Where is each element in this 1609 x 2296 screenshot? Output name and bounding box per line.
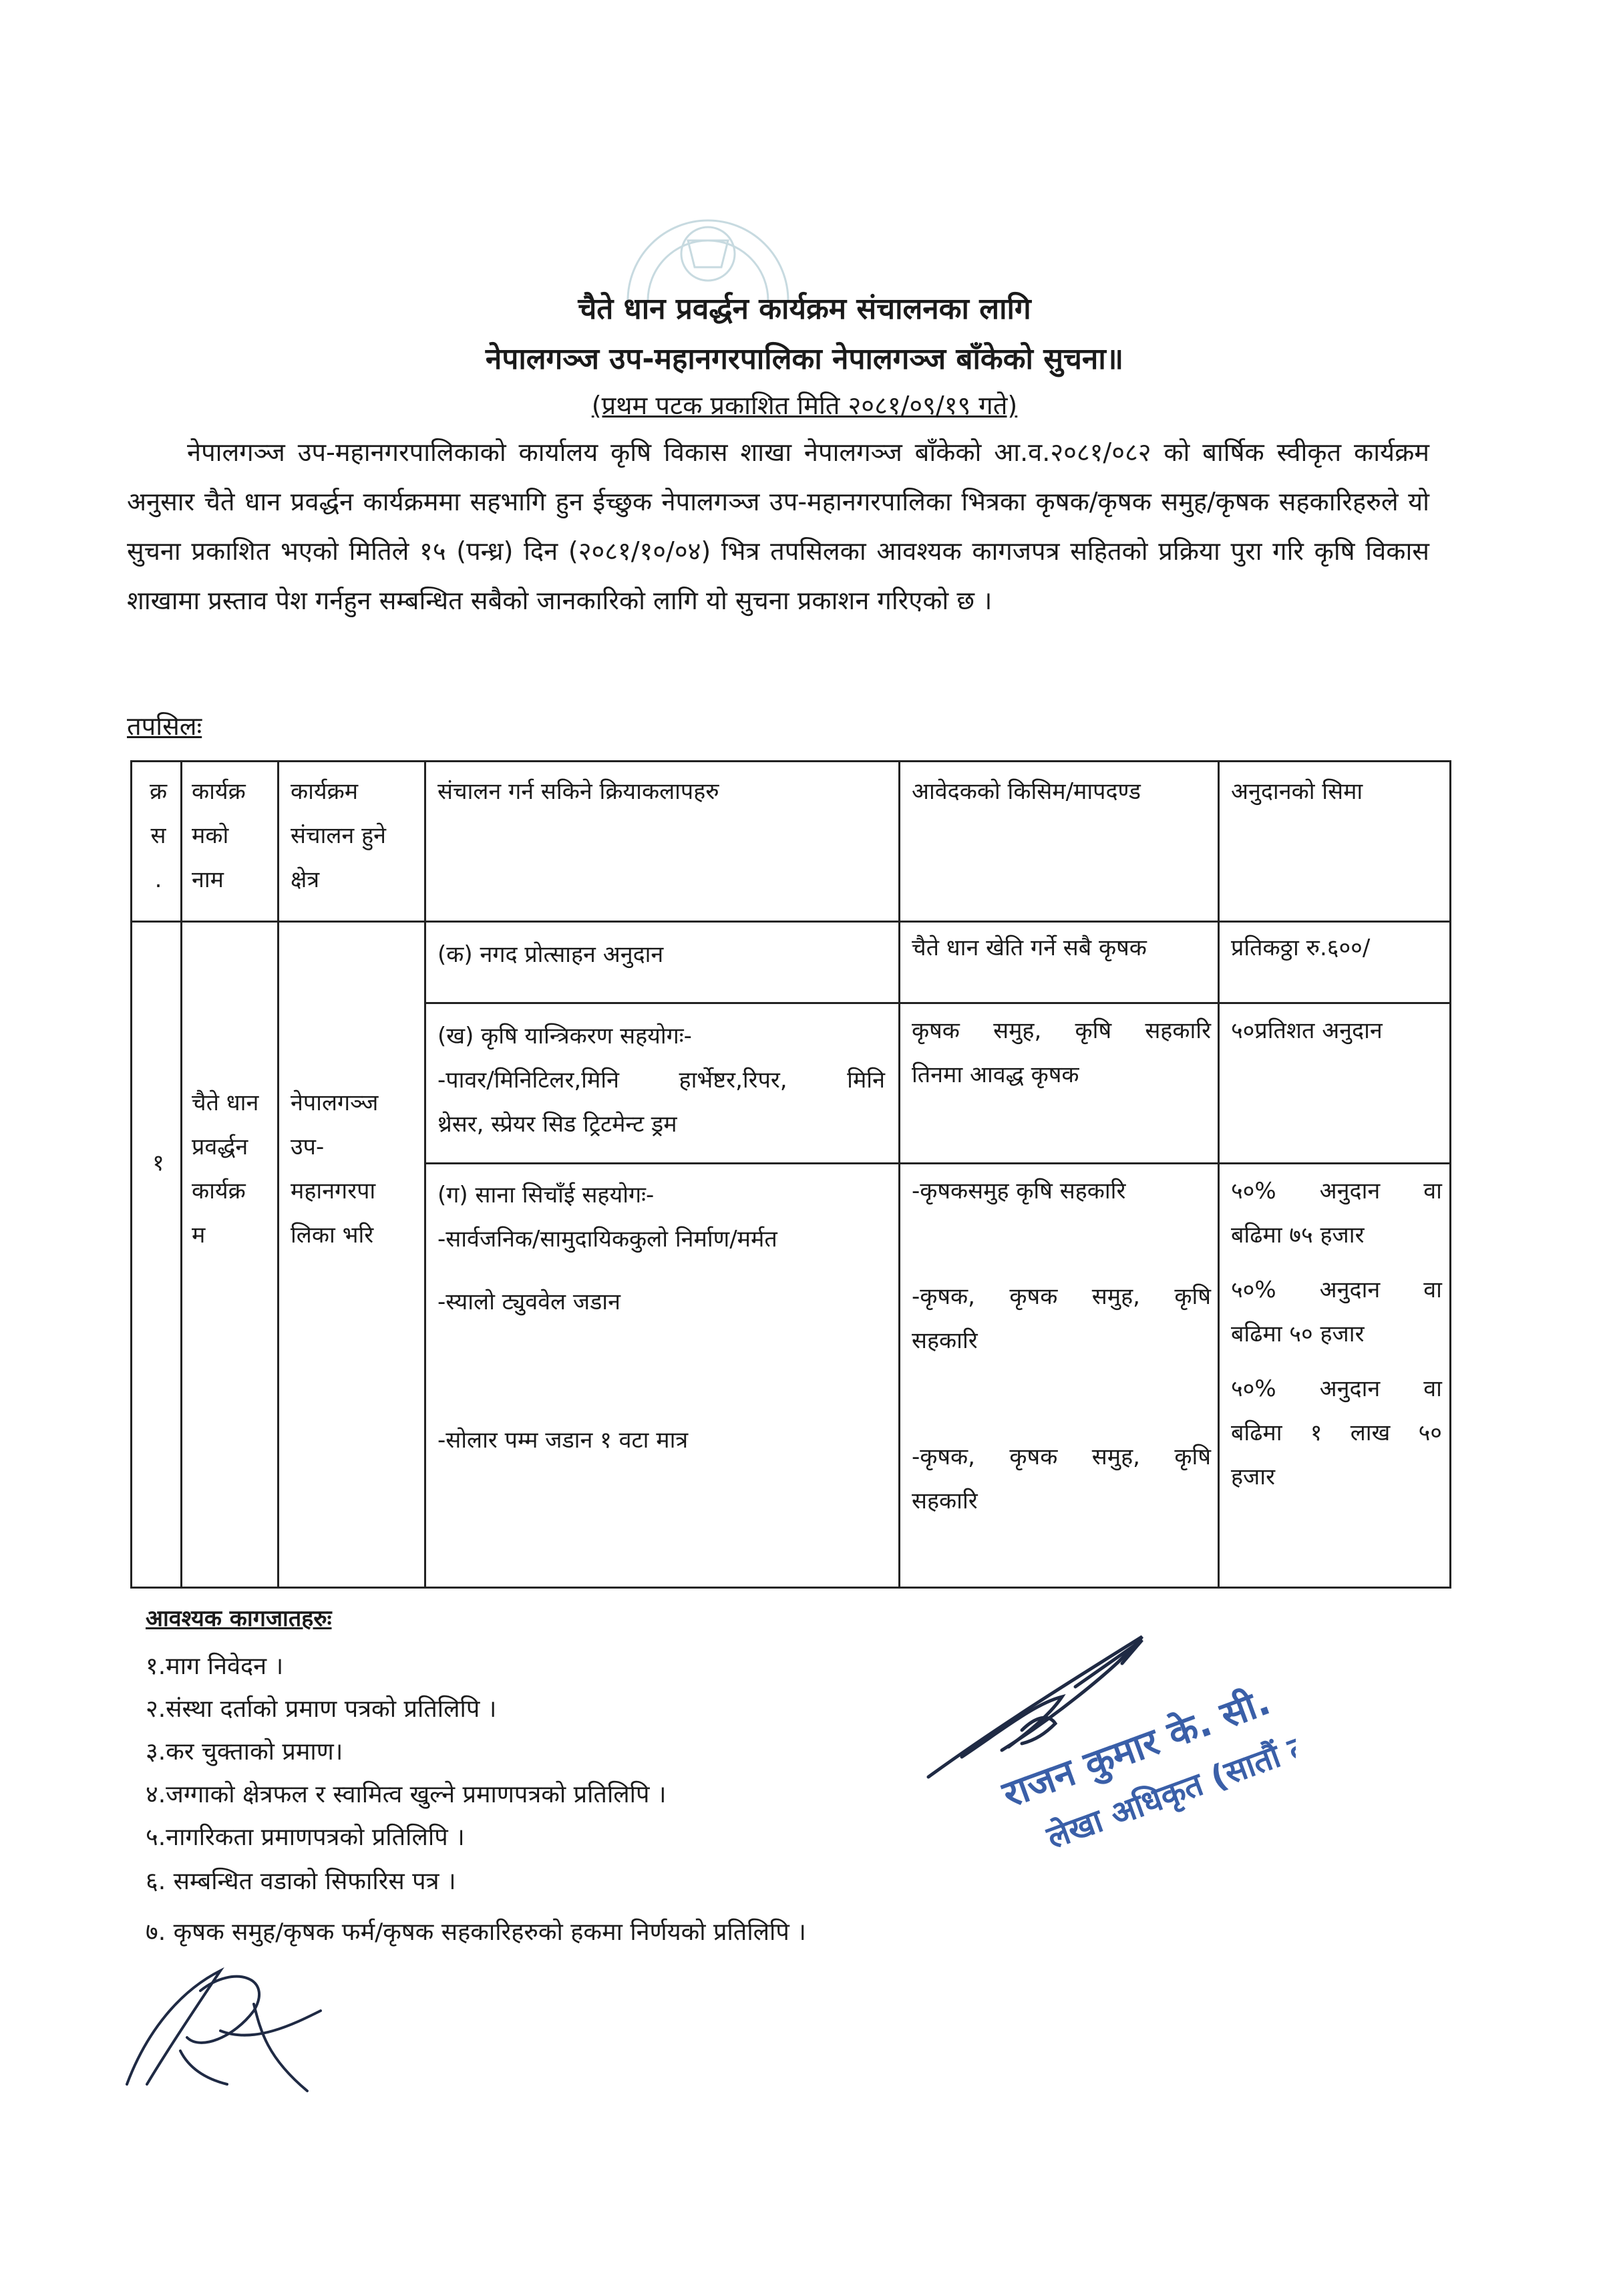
row-program-3: कार्यक्र [192,1178,246,1204]
document-item: ४.जग्गाको क्षेत्रफल र स्वामित्व खुल्ने प्रमाणपत्रको प्रतिलिपि । [146,1781,667,1808]
row-program-1: चैते धान [192,1090,259,1116]
notice-title-line1: चैते धान प्रवर्द्धन कार्यक्रम संचालनका लागि [578,292,1031,326]
header-program-3: नाम [192,866,224,893]
row-b-activity-3: थ्रेसर, स्प्रेयर सिड ट्रिटमेन्ट ड्रम [437,1111,677,1138]
row-c-applicant-3 [912,1435,1211,1523]
documents-heading: आवश्यक कागजातहरुः [146,1605,332,1632]
row-c-activity-3: -स्यालो ट्युववेल जडान [437,1289,620,1315]
row-c-limit-3 [1231,1367,1442,1499]
row-c-limit-1a: ५०% अनुदान वा [1231,1178,1442,1204]
header-area-1: कार्यक्रम [291,778,359,805]
row-c-activity-2: -सार्वजनिक/सामुदायिककुलो निर्माण/मर्मत [437,1226,777,1253]
header-area-2: संचालन हुने [291,822,387,849]
header-limit: अनुदानको सिमा [1231,778,1363,805]
header-sn-1: क्र [149,778,168,805]
header-area-3: क्षेत्र [291,866,320,893]
row-c-applicant-2b: सहकारि [912,1327,978,1354]
program-table [130,760,1451,1589]
row-b-activity [437,1014,885,1146]
row-program-2: प्रवर्द्धन [192,1134,248,1160]
row-area-1: नेपालगञ्ज [291,1090,379,1116]
document-item: ३.कर चुक्ताको प्रमाण। [146,1738,343,1766]
document-item: ५.नागरिकता प्रमाणपत्रको प्रतिलिपि । [146,1824,465,1851]
row-area-3: महानगरपा [291,1178,376,1204]
row-a-limit: प्रतिकठ्ठा रु.६००/ [1231,935,1371,961]
document-item: ६. सम्बन्धित वडाको सिफारिस पत्र । [146,1868,456,1895]
document-item: १.माग निवेदन । [146,1653,284,1680]
row-program [192,1081,275,1257]
row-b-applicant [912,1009,1211,1097]
row-b-applicant-1: कृषक समुह, कृषि सहकारि [912,1017,1211,1044]
row-b-activity-2: -पावर/मिनिटिलर,मिनि हार्भेष्टर,रिपर, मिनि [437,1067,885,1094]
header-sn-2: स [150,822,166,849]
row-c-applicant-2a: -कृषक, कृषक समुह, कृषि [912,1283,1211,1310]
row-c-limit-3b: बढिमा १ लाख ५० [1231,1420,1442,1446]
publish-date-text: (प्रथम पटक प्रकाशित मिति २०८१/०९/१९ गते) [591,391,1018,420]
row-c-limit-2 [1231,1268,1442,1356]
handwritten-signature [120,1951,327,2104]
stamp-line1: राजन कुमार के. सी. [997,1679,1276,1817]
row-c-applicant-3b: सहकारि [912,1488,978,1514]
row-c-applicant-3a: -कृषक, कृषक समुह, कृषि [912,1444,1211,1470]
row-program-4: म [192,1222,206,1249]
row-a-applicant: चैते धान खेति गर्ने सबै कृषक [912,935,1147,961]
row-c-limit-2b: बढिमा ५० हजार [1231,1321,1365,1347]
row-sn: १ [152,1150,164,1176]
row-c-limit-2a: ५०% अनुदान वा [1231,1277,1442,1303]
row-c-applicant-1: -कृषकसमुह कृषि सहकारि [912,1178,1126,1204]
notice-body: नेपालगञ्ज उप-महानगरपालिकाको कार्यालय कृषि विकास शाखा नेपालगञ्ज बाँकेको आ.व.२०८१/०८२ को बार्षिक स्वीकृत कार्यक्रम अनुसार चैते धान प्रवर्द्धन कार्यक्रममा सहभागि हुन ईच्छुक नेपालगञ्ज उप-महानगरपालिका भित्रका कृषक/कृषक समुह/कृषक सहकारिहरुले यो सुचना प्रकाशित भएको मितिले १५ (पन्ध्र) दिन (२०८१/१०/०४) भित्र तपसिलका आवश्यक कागजपत्र सहितको प्रक्रिया पुरा गरि कृषि विकास शाखामा प्रस्ताव पेश गर्नहुन सम्बन्धित सबैको जानकारिको लागि यो सुचना प्रकाशन गरिएको छ । [127,438,1429,615]
row-a-activity: (क) नगद प्रोत्साहन अनुदान [437,941,664,968]
row-c-activity-1: (ग) साना सिचाँई सहयोगः- [437,1182,655,1208]
details-label: तपसिलः [127,711,202,741]
row-area [291,1081,424,1257]
row-c-limit-3c: हजार [1231,1464,1275,1490]
notice-title-line2: नेपालगञ्ज उप-महानगरपालिका नेपालगञ्ज बाँकेको सुचना॥ [485,342,1124,376]
row-b-activity-1: (ख) कृषि यान्त्रिकरण सहयोगः- [437,1023,692,1049]
header-area [291,770,424,902]
row-c-activity-4: -सोलार पम्म जडान १ वटा मात्र [437,1427,689,1454]
document-item: २.संस्था दर्ताको प्रमाण पत्रको प्रतिलिपि । [146,1695,497,1723]
document-item: ७. कृषक समुह/कृषक फर्म/कृषक सहकारिहरुको हकमा निर्णयको प्रतिलिपि । [146,1919,806,1946]
row-area-2: उप- [291,1134,325,1160]
header-program [192,770,275,902]
row-c-limit-3a: ५०% अनुदान वा [1231,1375,1442,1402]
header-sn-3: . [154,866,162,893]
stamp-line2: लेखा अधिकृत (सातौं तह) [1042,1716,1296,1857]
row-c-limit-1 [1231,1169,1442,1257]
officer-stamp-graphic [922,1630,1296,1870]
header-sn [138,770,178,902]
seal-watermark [588,174,828,301]
row-b-applicant-2: तिनमा आवद्ध कृषक [912,1061,1079,1088]
row-area-4: लिका भरि [291,1222,374,1249]
row-c-limit-1b: बढिमा ७५ हजार [1231,1222,1365,1249]
row-b-limit: ५०प्रतिशत अनुदान [1231,1017,1383,1044]
header-applicant: आवेदकको किसिम/मापदण्ड [912,778,1141,805]
officer-stamp [922,1630,1296,1870]
header-activities: संचालन गर्न सकिने क्रियाकलापहरु [437,778,719,805]
publish-date [0,387,1609,422]
header-program-2: मको [192,822,229,849]
row-c-activity [437,1173,885,1261]
header-program-1: कार्यक्र [192,778,246,805]
row-c-applicant-2 [912,1275,1211,1363]
